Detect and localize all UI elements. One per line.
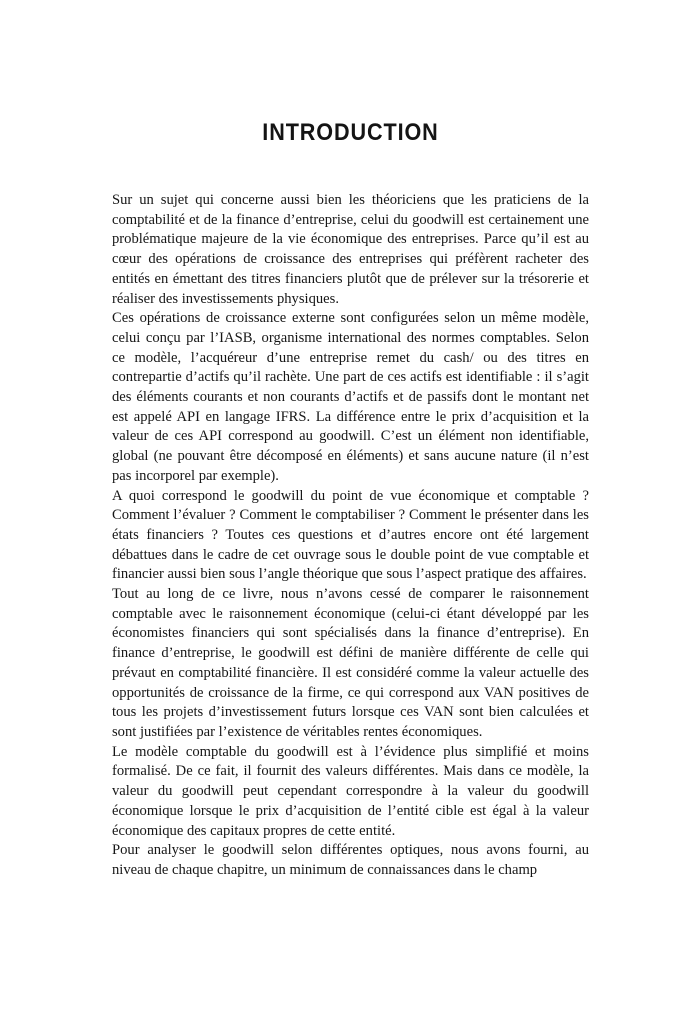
body-paragraph: Le modèle comptable du goodwill est à l’évidence plus simplifié et moins formalisé. De ce fait, il fournit des valeurs différentes. Mais dans ce modèle, la valeur du goodwill peut cependant correspondre à la valeur du goodwill économique lorsque le prix d’acquisition de l’entité cible est égal à la valeur économique des capitaux propres de cette entité. <box>112 743 589 839</box>
body-paragraph: Sur un sujet qui concerne aussi bien les théoriciens que les praticiens de la comptabilité et de la finance d’entreprise, celui du goodwill est certainement une problématique majeure de la vie économique des entreprises. Parce qu’il est au cœur des opérations de croissance des entreprises qui préfèrent racheter des entités en émettant des titres financiers plutôt que de prélever sur la trésorerie et réaliser des investissements physiques. <box>112 192 589 307</box>
body-paragraph: Ces opérations de croissance externe sont configurées selon un même modèle, celui conçu par l’IASB, organisme international des normes comptables. Selon ce modèle, l’acquéreur d’une entreprise remet du cash/ ou des titres en contrepartie d’actifs qu’il rachète. Une part de ces actifs est identifiable : il s’agit des éléments courants et non courants d’actifs et de passifs dont le montant net est appelé API en langage IFRS. La différence entre le prix d’acquisition et la valeur de ces API correspond au goodwill. C’est un élément non identifiable, global (ne pouvant être décomposé en éléments) et sans aucune nature (il n’est pas incorporel par exemple). <box>112 310 589 484</box>
body-paragraph: A quoi correspond le goodwill du point de vue économique et comptable ? Comment l’évaluer ? Comment le comptabiliser ? Comment le présenter dans les états financiers ? Toutes ces questions et d’autres encore ont été largement débattues dans le cadre de cet ouvrage sous le double point de vue comptable et financier aussi bien sous l’angle théorique que sous l’aspect pratique des affaires. <box>112 487 589 583</box>
page-title: INTRODUCTION <box>262 119 439 146</box>
body-paragraph: Tout au long de ce livre, nous n’avons cessé de comparer le raisonnement comptable avec le raisonnement économique (celui-ci étant développé par les économistes financiers qui sont spécialisés dans la finance d’entreprise). En finance d’entreprise, le goodwill est défini de manière différente de celle qui prévaut en comptabilité financière. Il est considéré comme la valeur actuelle des opportunités de croissance de la firme, ce qui correspond aux VAN positives de tous les projets d’investissement futurs lorsque ces VAN sont bien calculées et sont justifiées par l’existence de véritables rentes économiques. <box>112 586 589 740</box>
body-text-block <box>112 191 589 881</box>
body-paragraph: Pour analyser le goodwill selon différentes optiques, nous avons fourni, au niveau de chaque chapitre, un minimum de connaissances dans le champ <box>112 842 589 878</box>
